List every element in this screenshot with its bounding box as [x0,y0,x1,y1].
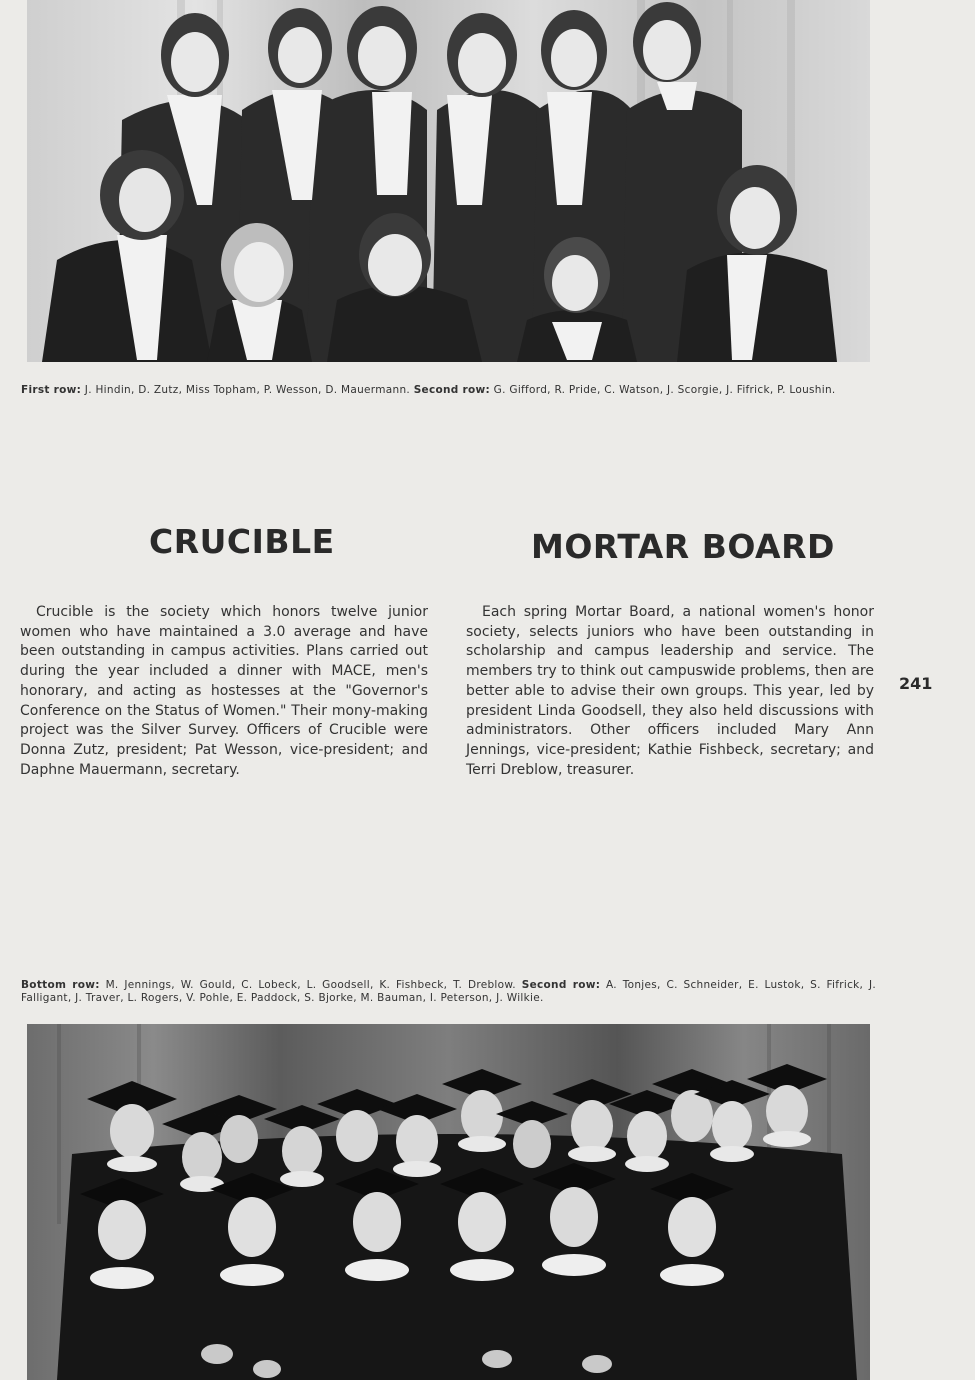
mortar-board-paragraph: Each spring Mortar Board, a national women's honor society, selects juniors who have been outstanding in scholarship and campus leadership and service. The members try to think out campuswide problems, then are better able to advise their own groups. This year, led by president Linda Goodsell, they also held discussions with administrators. Other officers included Mary Ann Jennings, vice-president; Kathie Fishbeck, secretary; and Terri Dreblow, treasurer. [466,604,874,778]
crucible-paragraph: Crucible is the society which honors twelve junior women who have maintained a 3.0 average and have been outstanding in campus activities. Plans carried out during the year included a dinner with MACE, men's honorary, and acting as hostesses at the "Governor's Conference on the Status of Women." Their mony-making project was the Silver Survey. Officers of Crucible were Donna Zutz, president; Pat Wesson, vice-president; and Daphne Mauermann, secretary. [20,604,428,778]
crucible-heading: CRUCIBLE [149,522,335,561]
page-number: 241 [899,674,933,693]
caption-row-names: J. Hindin, D. Zutz, Miss Topham, P. Wesson, D. Mauermann. [81,384,414,396]
caption-row-label: Second row: [413,384,491,396]
caption-row-label: First row: [21,384,82,396]
caption-row-label: Bottom row: [21,979,100,991]
mortar-board-photo-caption [21,979,876,1005]
caption-row-names: A. Tonjes, C. Schneider, E. Lustok, S. Fifrick, J. Falligant, J. Traver, L. Rogers, V. Pohle, E. Paddock, S. Bjorke, M. Bauman, I. Peterson, J. Wilkie. [21,979,876,1004]
mortar-board-heading: MORTAR BOARD [531,527,835,566]
mortar-board-group-photo [27,1024,870,1380]
crucible-group-photo [27,0,870,362]
crucible-photo-caption [21,384,881,397]
caption-row-names: M. Jennings, W. Gould, C. Lobeck, L. Goodsell, K. Fishbeck, T. Dreblow. [99,979,522,991]
caption-row-label: Second row: [521,979,601,991]
caption-row-names: G. Gifford, R. Pride, C. Watson, J. Scorgie, J. Fifrick, P. Loushin. [490,384,836,396]
